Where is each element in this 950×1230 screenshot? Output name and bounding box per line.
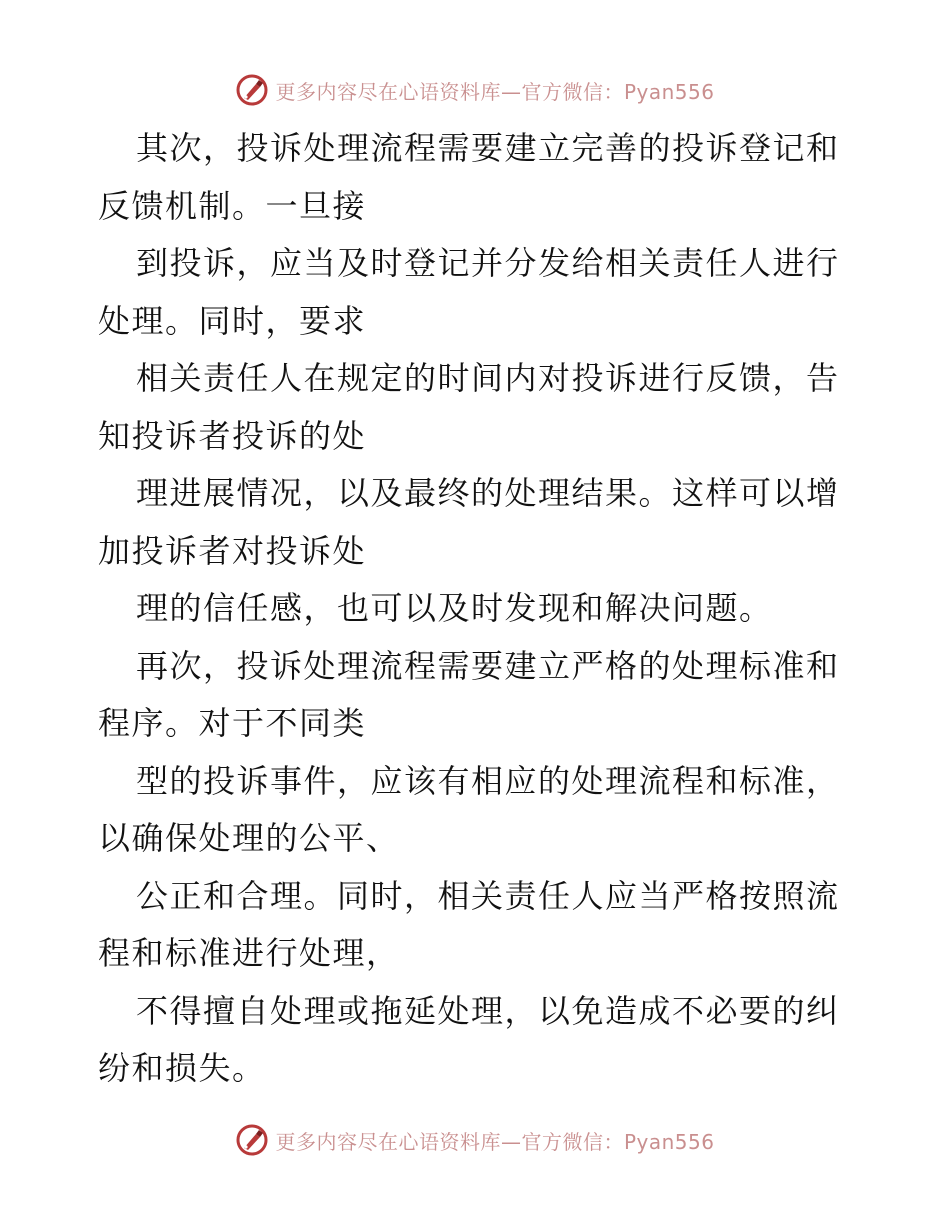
footer-watermark xyxy=(0,1120,950,1160)
text-line: 到投诉，应当及时登记并分发给相关责任人进行 xyxy=(136,244,840,282)
watermark-text: 更多内容尽在心语资料库—官方微信：Pyan556 xyxy=(275,1129,715,1154)
text-line: 知投诉者投诉的处 xyxy=(98,416,367,455)
watermark-text: 更多内容尽在心语资料库—官方微信：Pyan556 xyxy=(275,79,715,104)
header-watermark xyxy=(0,70,950,110)
text-line: 反馈机制。一旦接 xyxy=(98,186,367,225)
pen-circle-logo-icon xyxy=(235,1123,269,1157)
text-line: 型的投诉事件，应该有相应的处理流程和标准， xyxy=(136,761,840,800)
text-line: 程和标准进行处理， xyxy=(98,934,400,972)
text-line: 理的信任感，也可以及时发现和解决问题。 xyxy=(136,589,773,627)
text-line: 再次，投诉处理流程需要建立严格的处理标准和 xyxy=(136,646,840,685)
text-line: 以确保处理的公平、 xyxy=(98,819,400,857)
text-line: 理进展情况，以及最终的处理结果。这样可以增 xyxy=(136,474,840,512)
watermark-group xyxy=(235,73,714,107)
text-line: 处理。同时，要求 xyxy=(98,301,367,340)
document-body xyxy=(98,120,858,1098)
text-line: 相关责任人在规定的时间内对投诉进行反馈，告 xyxy=(136,359,840,397)
text-line: 程序。对于不同类 xyxy=(98,704,367,742)
pen-circle-logo-icon xyxy=(235,73,269,107)
watermark-group xyxy=(235,1123,714,1157)
text-line: 公正和合理。同时，相关责任人应当严格按照流 xyxy=(136,876,840,915)
text-line: 不得擅自处理或拖延处理，以免造成不必要的纠 xyxy=(136,991,840,1030)
text-line: 其次，投诉处理流程需要建立完善的投诉登记和 xyxy=(136,129,840,167)
text-line: 加投诉者对投诉处 xyxy=(98,531,367,570)
text-line: 纷和损失。 xyxy=(98,1049,266,1087)
